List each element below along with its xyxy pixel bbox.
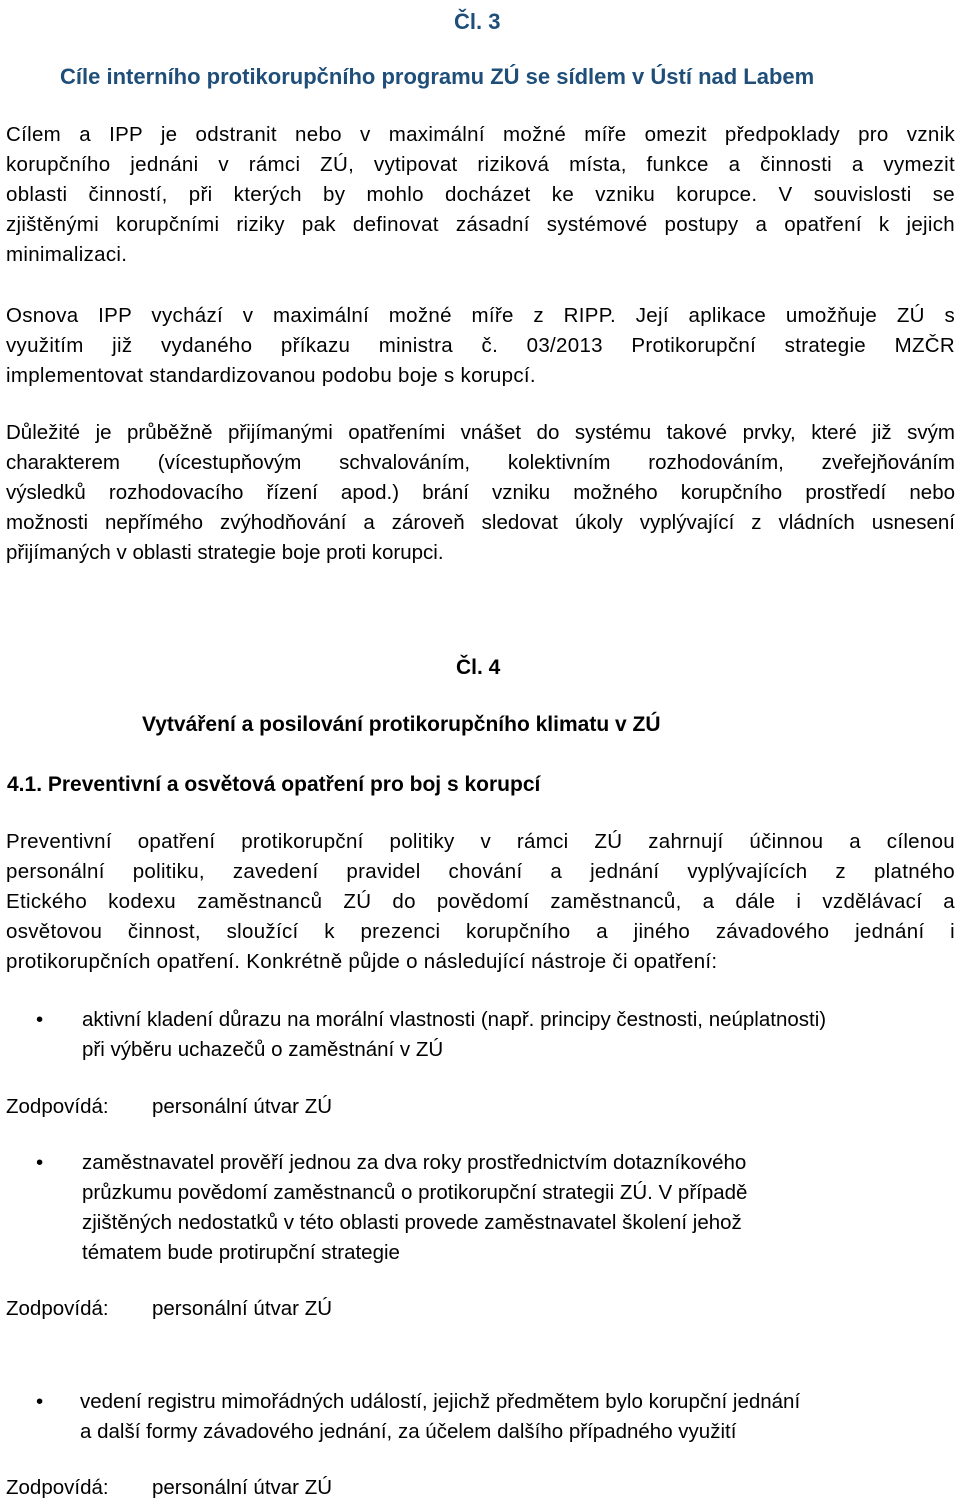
article-3-paragraph-3 [6, 418, 955, 568]
responsible-line [6, 1092, 332, 1122]
text-line: zjištěnými korupčními riziky pak definovat zásadní systémové postupy a opatření k jejich [6, 213, 955, 236]
text-line: Osnova IPP vychází v maximální možné míře z RIPP. Její aplikace umožňuje ZÚ s [6, 304, 955, 327]
text-line: při výběru uchazečů o zaměstnání v ZÚ [82, 1038, 444, 1061]
article-4-title: Vytváření a posilování protikorupčního klimatu v ZÚ [142, 713, 661, 736]
list-item [82, 1148, 747, 1268]
text-line: tématem bude protirupční strategie [82, 1241, 400, 1264]
text-line: možnosti nepřímého zvýhodňování a zároveň sledovat úkoly vyplývající z vládních usnesení [6, 511, 955, 534]
text-line: přijímaných v oblasti strategie boje proti korupci. [6, 541, 444, 564]
text-line: osvětovou činnost, sloužící k prezenci korupčního a jiného závadového jednání i [6, 920, 955, 943]
article-3-paragraph-1 [6, 120, 955, 270]
text-line: a další formy závadového jednání, za účelem dalšího případného využití [80, 1420, 737, 1443]
article-3-paragraph-2 [6, 301, 955, 391]
text-line: protikorupčních opatření. Konkrétně půjde o následující nástroje či opatření: [6, 950, 718, 973]
article-4-number: Čl. 4 [456, 656, 501, 679]
subsection-4-1-title: 4.1. Preventivní a osvětová opatření pro boj s korupcí [7, 773, 541, 796]
list-bullet: • [36, 1008, 44, 1031]
text-line: korupčního jednáni v rámci ZÚ, vytipovat riziková místa, funkce a činnosti a vymezit [6, 153, 955, 176]
list-item [82, 1005, 826, 1065]
text-line: minimalizaci. [6, 243, 128, 266]
text-line: zjištěných nedostatků v této oblasti provede zaměstnavatel školení jehož [82, 1211, 742, 1234]
responsible-value: personální útvar ZÚ [152, 1297, 333, 1320]
article-3-number: Čl. 3 [454, 9, 501, 34]
responsible-label: Zodpovídá: [6, 1095, 109, 1118]
text-line: průzkumu povědomí zaměstnanců o protikorupční strategii ZÚ. V případě [82, 1181, 748, 1204]
responsible-line [6, 1473, 332, 1503]
text-line: Etického kodexu zaměstnanců ZÚ do povědomí zaměstnanců, a dále i vzdělávací a [6, 890, 955, 913]
list-item [80, 1387, 800, 1447]
text-line: vedení registru mimořádných událostí, jejichž předmětem bylo korupční jednání [80, 1390, 801, 1413]
text-line: oblasti činností, při kterých by mohlo docházet ke vzniku korupce. V souvislosti se [6, 183, 955, 206]
text-line: využitím již vydaného příkazu ministra č. 03/2013 Protikorupční strategie MZČR [6, 334, 955, 357]
responsible-label: Zodpovídá: [6, 1297, 109, 1320]
text-line: personální politiku, zavedení pravidel chování a jednání vyplývajících z platného [6, 860, 955, 883]
article-4-paragraph-1 [6, 827, 955, 977]
text-line: výsledků rozhodovacího řízení apod.) brání vzniku možného korupčního prostředí nebo [6, 481, 955, 504]
responsible-line [6, 1294, 332, 1324]
text-line: Cílem a IPP je odstranit nebo v maximální možné míře omezit předpoklady pro vznik [6, 123, 955, 146]
list-bullet: • [36, 1390, 44, 1413]
text-line: aktivní kladení důrazu na morální vlastnosti (např. principy čestnosti, neúplatnosti) [82, 1008, 827, 1031]
text-line: implementovat standardizovanou podobu boje s korupcí. [6, 364, 536, 387]
list-bullet: • [36, 1151, 44, 1174]
text-line: charakterem (vícestupňovým schvalováním, kolektivním rozhodováním, zveřejňováním [6, 451, 955, 474]
responsible-label: Zodpovídá: [6, 1476, 109, 1499]
text-line: Preventivní opatření protikorupční politiky v rámci ZÚ zahrnují účinnou a cílenou [6, 830, 955, 853]
responsible-value: personální útvar ZÚ [152, 1095, 333, 1118]
text-line: Důležité je průběžně přijímanými opatřeními vnášet do systému takové prvky, které již svým [6, 421, 955, 444]
responsible-value: personální útvar ZÚ [152, 1476, 333, 1499]
text-line: zaměstnavatel prověří jednou za dva roky prostřednictvím dotazníkového [82, 1151, 747, 1174]
article-3-title: Cíle interního protikorupčního programu ZÚ se sídlem v Ústí nad Labem [60, 64, 815, 89]
